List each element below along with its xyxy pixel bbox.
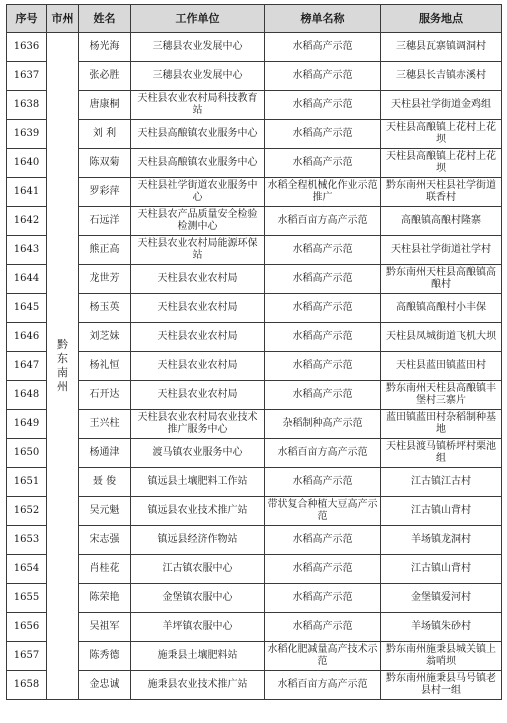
- name-cell: 杨光海: [79, 33, 131, 62]
- list-name-cell: 水稻高产示范: [265, 323, 381, 352]
- table-row: [7, 497, 502, 526]
- service-location-cell: 天柱县渡马镇桥坪村栗池组: [381, 439, 502, 468]
- table-row: [7, 352, 502, 381]
- service-location-cell: 天柱县蓝田镇蓝田村: [381, 352, 502, 381]
- name-cell: 杨通津: [79, 439, 131, 468]
- service-location-cell: 羊场镇龙洞村: [381, 526, 502, 555]
- work-unit-cell: 天柱县社学街道农业服务中心: [131, 178, 265, 207]
- list-name-cell: 水稻百亩方高产示范: [265, 207, 381, 236]
- list-name-cell: 水稻高产示范: [265, 526, 381, 555]
- table-row: [7, 265, 502, 294]
- serial-cell: 1643: [7, 236, 47, 265]
- name-cell: 石开达: [79, 381, 131, 410]
- service-location-cell: 天柱县社学街道金鸡组: [381, 91, 502, 120]
- service-location-cell: 金堡镇爱河村: [381, 584, 502, 613]
- serial-cell: 1649: [7, 410, 47, 439]
- work-unit-cell: 镇远县土壤肥料工作站: [131, 468, 265, 497]
- service-location-cell: 黔东南州天柱县高酿镇高酿村: [381, 265, 502, 294]
- service-location-cell: 江古镇山背村: [381, 497, 502, 526]
- list-name-cell: 水稻高产示范: [265, 120, 381, 149]
- work-unit-cell: 天柱县农业农村局: [131, 294, 265, 323]
- service-location-cell: 高酿镇高酿村小丰保: [381, 294, 502, 323]
- table-wrapper: [6, 4, 502, 700]
- work-unit-cell: 天柱县农业农村局: [131, 265, 265, 294]
- service-location-cell: 高酿镇高酿村隆寨: [381, 207, 502, 236]
- table-row: [7, 62, 502, 91]
- list-name-cell: 水稻全程机械化作业示范推广: [265, 178, 381, 207]
- header-city: 市州: [47, 5, 79, 33]
- service-location-cell: 黔东南州施秉县马号镇老县村一组: [381, 671, 502, 700]
- serial-cell: 1650: [7, 439, 47, 468]
- header-name: 姓名: [79, 5, 131, 33]
- roster-table: [6, 4, 502, 700]
- list-name-cell: 水稻化肥减量高产技术示范: [265, 642, 381, 671]
- serial-cell: 1656: [7, 613, 47, 642]
- work-unit-cell: 镇远县农业技术推广站: [131, 497, 265, 526]
- service-location-cell: 蓝田镇蓝田村杂稻制种基地: [381, 410, 502, 439]
- name-cell: 龙世芳: [79, 265, 131, 294]
- work-unit-cell: 三穗县农业发展中心: [131, 62, 265, 91]
- table-row: [7, 236, 502, 265]
- serial-cell: 1657: [7, 642, 47, 671]
- list-name-cell: 水稻高产示范: [265, 468, 381, 497]
- table-row: [7, 671, 502, 700]
- serial-cell: 1651: [7, 468, 47, 497]
- table-row: [7, 33, 502, 62]
- serial-cell: 1641: [7, 178, 47, 207]
- table-row: [7, 642, 502, 671]
- list-name-cell: 水稻高产示范: [265, 584, 381, 613]
- list-name-cell: 杂稻制种高产示范: [265, 410, 381, 439]
- service-location-cell: 天柱县社学街道社学村: [381, 236, 502, 265]
- table-row: [7, 468, 502, 497]
- header-service-location: 服务地点: [381, 5, 502, 33]
- work-unit-cell: 天柱县农业农村局: [131, 352, 265, 381]
- work-unit-cell: 镇远县经济作物站: [131, 526, 265, 555]
- city-cell: [47, 33, 79, 700]
- header-serial: 序号: [7, 5, 47, 33]
- name-cell: 聂 俊: [79, 468, 131, 497]
- serial-cell: 1639: [7, 120, 47, 149]
- table-row: [7, 526, 502, 555]
- list-name-cell: 带状复合种植大豆高产示范: [265, 497, 381, 526]
- name-cell: 唐康桐: [79, 91, 131, 120]
- service-location-cell: 黔东南州天柱县高酿镇丰堡村三寨片: [381, 381, 502, 410]
- serial-cell: 1648: [7, 381, 47, 410]
- list-name-cell: 水稻高产示范: [265, 149, 381, 178]
- list-name-cell: 水稻高产示范: [265, 381, 381, 410]
- list-name-cell: 水稻百亩方高产示范: [265, 439, 381, 468]
- table-row: [7, 410, 502, 439]
- serial-cell: 1636: [7, 33, 47, 62]
- work-unit-cell: 施秉县土壤肥料站: [131, 642, 265, 671]
- serial-cell: 1642: [7, 207, 47, 236]
- serial-cell: 1640: [7, 149, 47, 178]
- list-name-cell: 水稻高产示范: [265, 613, 381, 642]
- work-unit-cell: 天柱县高酿镇农业服务中心: [131, 149, 265, 178]
- serial-cell: 1655: [7, 584, 47, 613]
- work-unit-cell: 金堡镇农服中心: [131, 584, 265, 613]
- service-location-cell: 羊场镇朱砂村: [381, 613, 502, 642]
- serial-cell: 1646: [7, 323, 47, 352]
- list-name-cell: 水稻高产示范: [265, 294, 381, 323]
- work-unit-cell: 渡马镇农业服务中心: [131, 439, 265, 468]
- header-list-name: 榜单名称: [265, 5, 381, 33]
- table-row: [7, 178, 502, 207]
- service-location-cell: 天柱县高酿镇上花村上花坝: [381, 149, 502, 178]
- list-name-cell: 水稻高产示范: [265, 352, 381, 381]
- header-row: [7, 5, 502, 33]
- work-unit-cell: 天柱县农产品质量安全检验检测中心: [131, 207, 265, 236]
- work-unit-cell: 天柱县农业农村局: [131, 381, 265, 410]
- table-row: [7, 381, 502, 410]
- service-location-cell: 三穗县长吉镇赤溪村: [381, 62, 502, 91]
- name-cell: 熊正高: [79, 236, 131, 265]
- service-location-cell: 江古镇江古村: [381, 468, 502, 497]
- serial-cell: 1647: [7, 352, 47, 381]
- list-name-cell: 水稻百亩方高产示范: [265, 671, 381, 700]
- work-unit-cell: 羊坪镇农服中心: [131, 613, 265, 642]
- list-name-cell: 水稻高产示范: [265, 265, 381, 294]
- name-cell: 石远洋: [79, 207, 131, 236]
- serial-cell: 1654: [7, 555, 47, 584]
- name-cell: 杨玉英: [79, 294, 131, 323]
- serial-cell: 1638: [7, 91, 47, 120]
- table-row: [7, 91, 502, 120]
- name-cell: 罗彩萍: [79, 178, 131, 207]
- work-unit-cell: 天柱县农业农村局: [131, 323, 265, 352]
- list-name-cell: 水稻高产示范: [265, 236, 381, 265]
- work-unit-cell: 施秉县农业技术推广站: [131, 671, 265, 700]
- name-cell: 刘 利: [79, 120, 131, 149]
- list-name-cell: 水稻高产示范: [265, 555, 381, 584]
- service-location-cell: 江古镇山背村: [381, 555, 502, 584]
- serial-cell: 1653: [7, 526, 47, 555]
- table-row: [7, 294, 502, 323]
- serial-cell: 1645: [7, 294, 47, 323]
- service-location-cell: 三穗县瓦寨镇调洞村: [381, 33, 502, 62]
- work-unit-cell: 天柱县农业农村局农业技术推广服务中心: [131, 410, 265, 439]
- name-cell: 陈荣艳: [79, 584, 131, 613]
- name-cell: 陈双菊: [79, 149, 131, 178]
- work-unit-cell: 三穗县农业发展中心: [131, 33, 265, 62]
- name-cell: 吴祖军: [79, 613, 131, 642]
- name-cell: 金忠诚: [79, 671, 131, 700]
- serial-cell: 1637: [7, 62, 47, 91]
- serial-cell: 1652: [7, 497, 47, 526]
- list-name-cell: 水稻高产示范: [265, 62, 381, 91]
- work-unit-cell: 江古镇农服中心: [131, 555, 265, 584]
- table-row: [7, 555, 502, 584]
- name-cell: 宋志强: [79, 526, 131, 555]
- name-cell: 刘芝妹: [79, 323, 131, 352]
- city-label: 黔东南州: [57, 338, 68, 393]
- header-work-unit: 工作单位: [131, 5, 265, 33]
- service-location-cell: 黔东南州施秉县城关镇上翁哨坝: [381, 642, 502, 671]
- table-body: [7, 33, 502, 700]
- table-row: [7, 120, 502, 149]
- name-cell: 张必胜: [79, 62, 131, 91]
- name-cell: 肖桂花: [79, 555, 131, 584]
- name-cell: 吴元魁: [79, 497, 131, 526]
- work-unit-cell: 天柱县高酿镇农业服务中心: [131, 120, 265, 149]
- list-name-cell: 水稻高产示范: [265, 33, 381, 62]
- service-location-cell: 天柱县凤城街道飞机大坝: [381, 323, 502, 352]
- list-name-cell: 水稻高产示范: [265, 91, 381, 120]
- work-unit-cell: 天柱县农业农村局能源环保站: [131, 236, 265, 265]
- service-location-cell: 黔东南州天柱县社学街道联香村: [381, 178, 502, 207]
- table-row: [7, 584, 502, 613]
- table-row: [7, 613, 502, 642]
- table-row: [7, 439, 502, 468]
- work-unit-cell: 天柱县农业农村局科技教育站: [131, 91, 265, 120]
- table-row: [7, 323, 502, 352]
- table-row: [7, 149, 502, 178]
- table-row: [7, 207, 502, 236]
- serial-cell: 1644: [7, 265, 47, 294]
- name-cell: 陈秀德: [79, 642, 131, 671]
- name-cell: 王兴柱: [79, 410, 131, 439]
- name-cell: 杨礼恒: [79, 352, 131, 381]
- service-location-cell: 天柱县高酿镇上花村上花坝: [381, 120, 502, 149]
- serial-cell: 1658: [7, 671, 47, 700]
